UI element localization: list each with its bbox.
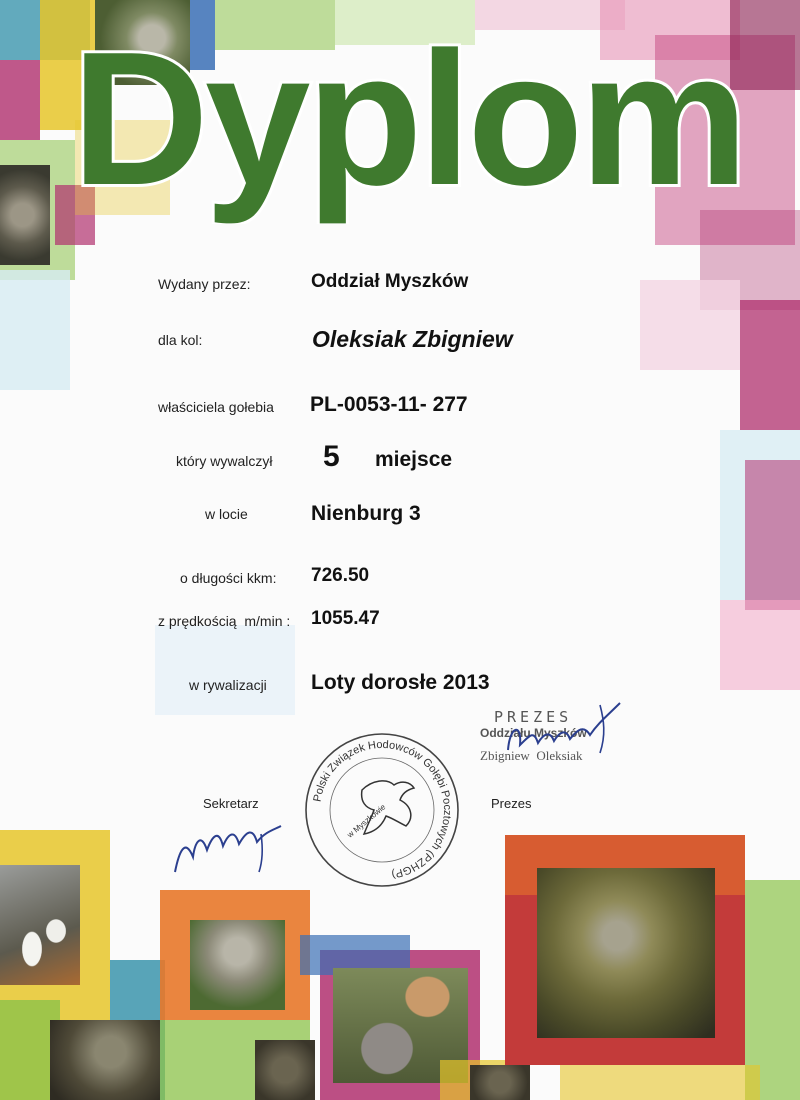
diploma-title [28, 14, 788, 224]
competition-label: w rywalizacji [189, 677, 267, 693]
president-label: Prezes [491, 796, 532, 811]
dove-icon [362, 781, 414, 834]
pigeon-chick-photo [537, 868, 715, 1038]
pigeon-ring-number: PL-0053-11- 277 [310, 393, 468, 416]
president-stamp-unit: Oddziału Myszków [480, 726, 587, 740]
speed-label: z prędkością m/min : [158, 613, 291, 629]
pigeon-eggs-photo [0, 865, 80, 985]
recipient-name: Oleksiak Zbigniew [312, 326, 513, 352]
deco-square [560, 1065, 760, 1100]
pigeon-photo [50, 1020, 160, 1100]
organization-seal [302, 730, 462, 890]
deco-square [640, 280, 740, 370]
president-stamp-name: Zbigniew Oleksiak [480, 748, 583, 763]
deco-square [720, 600, 800, 690]
pigeon-chick-photo [190, 920, 285, 1010]
svg-text:Polski Związek Hodowców Gołębi: Polski Związek Hodowców Gołębi Pocztowych (PZHGP) [311, 738, 454, 881]
place-word: miejsce [375, 448, 453, 471]
deco-square [0, 270, 70, 390]
pigeon-owner-label: właściciela gołebia [158, 399, 274, 415]
svg-text:Dyplom: Dyplom [71, 14, 745, 224]
pigeon-photo [255, 1040, 315, 1100]
issued-by-value: Oddział Myszków [311, 271, 469, 292]
competition-value: Loty dorosłe 2013 [311, 671, 490, 694]
deco-square [155, 625, 295, 715]
distance-value: 726.50 [311, 565, 370, 586]
issued-by-label: Wydany przez: [158, 276, 251, 292]
secretary-signature [165, 812, 295, 882]
deco-square [740, 300, 800, 430]
for-label: dla kol: [158, 332, 203, 348]
speed-value: 1055.47 [311, 608, 380, 629]
svg-text:w Myszkowie: w Myszkowie [345, 802, 388, 840]
president-stamp-title: PREZES [494, 708, 573, 726]
flight-value: Nienburg 3 [311, 502, 421, 525]
pigeon-photo [470, 1065, 530, 1100]
distance-label: o długości kkm: [180, 570, 277, 586]
won-label: który wywalczył [176, 453, 273, 469]
flight-label: w locie [205, 506, 248, 522]
deco-square [745, 460, 800, 610]
president-signature [500, 695, 630, 765]
place-number: 5 [323, 440, 340, 473]
secretary-label: Sekretarz [203, 796, 259, 811]
